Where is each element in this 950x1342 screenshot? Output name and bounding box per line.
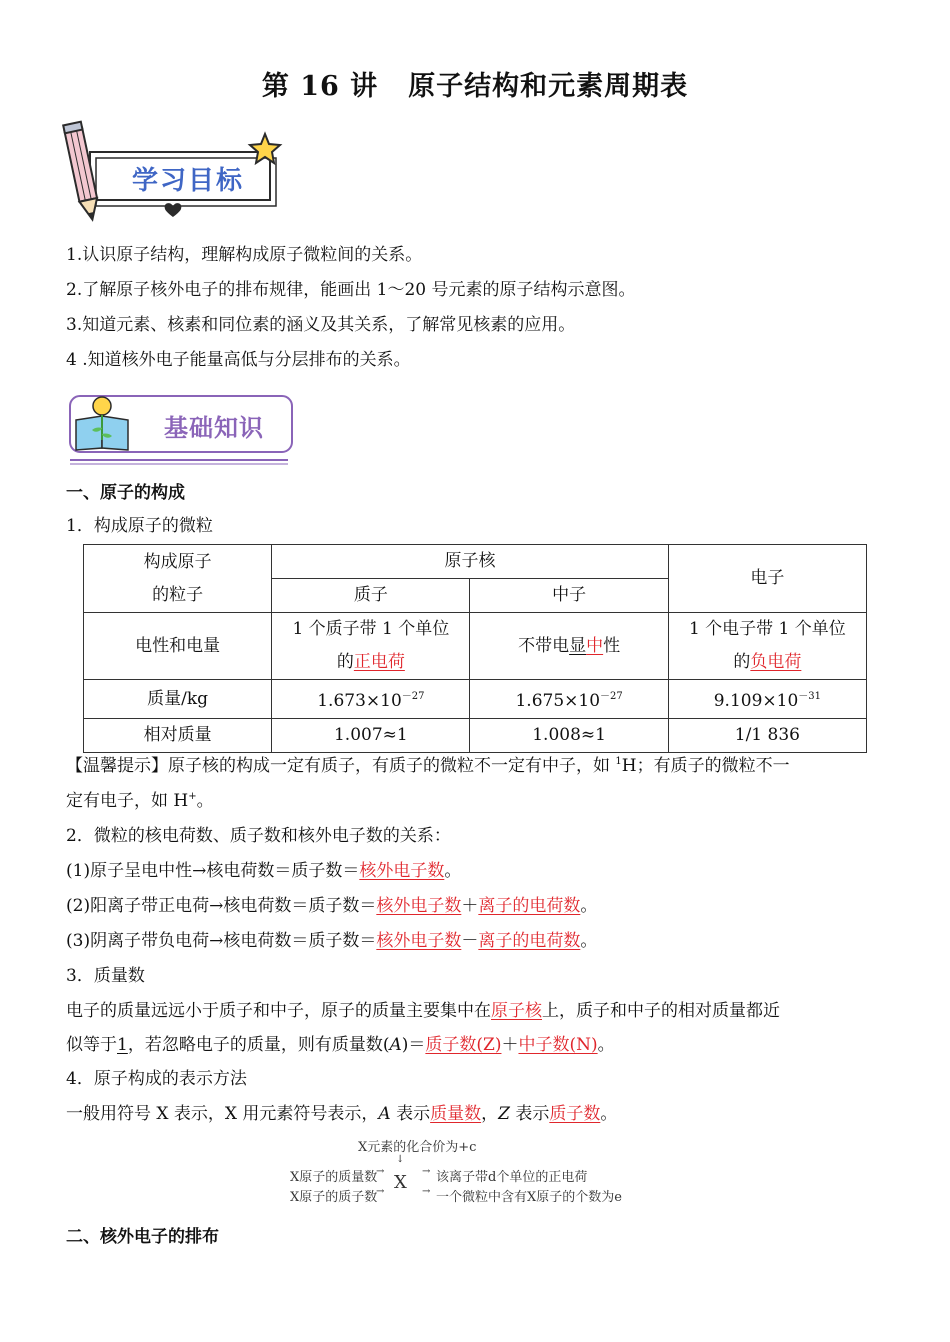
mass-text-c: 似等于 (66, 1035, 117, 1055)
proton-header: 质子 (272, 579, 470, 613)
neutron-relative-mass: 1.008≈1 (470, 719, 668, 753)
tip-line-1 (66, 751, 790, 776)
section-2-heading: 二、核外电子的排布 (66, 1227, 219, 1247)
diagram-element-symbol: X (394, 1172, 407, 1193)
relation-1 (66, 856, 461, 881)
electron-mass-exp: －31 (798, 691, 821, 702)
table-row (84, 719, 867, 753)
page-title (0, 64, 950, 103)
heart-icon (165, 203, 182, 217)
corner-line-2: 的粒子 (152, 584, 204, 605)
arrow-right-icon: → (422, 1186, 431, 1197)
neutron-mass (470, 680, 668, 719)
proton-mass (272, 680, 470, 719)
relation-3-text: (3)阴离子带负电荷→核电荷数＝质子数＝ (66, 931, 377, 951)
proton-charge-cell (272, 613, 470, 680)
electron-header: 电子 (668, 545, 866, 613)
charge-label: 电性和电量 (84, 613, 272, 680)
knowledge-banner (66, 390, 296, 468)
notation-answer-proton: 质子数 (549, 1104, 601, 1124)
mass-answer-protons: 质子数(Z) (425, 1035, 502, 1055)
goal-4: 4 .知道核外电子能量高低与分层排布的关系。 (66, 350, 411, 370)
tip-line-2 (66, 786, 214, 811)
relation-3-answer-1: 核外电子数 (376, 931, 462, 951)
notation-symbol-a: A (378, 1104, 391, 1124)
relation-3-op: － (461, 931, 479, 951)
goal-2: 2.了解原子核外电子的排布规律，能画出 1～20 号元素的原子结构示意图。 (66, 280, 636, 300)
mass-text-d: ，若忽略电子的质量，则有质量数( (127, 1035, 390, 1055)
goal-1: 1.认识原子结构，理解构成原子微粒间的关系。 (66, 245, 423, 265)
notation-text-c: ， (481, 1104, 499, 1124)
neutron-charge-pre: 不带电 (518, 635, 570, 656)
relation-1-end: 。 (444, 861, 462, 881)
arrow-right-icon: → (376, 1166, 385, 1177)
relation-1-answer: 核外电子数 (359, 861, 445, 881)
relation-2-op: ＋ (461, 896, 479, 916)
diagram-charge-label: 该离子带d个单位的正电荷 (436, 1170, 588, 1185)
tip-text-a: 【温馨提示】原子核的构成一定有质子，有质子的微粒不一定有中子，如 (66, 756, 616, 776)
diagram-valence-label: X元素的化合价为+c (358, 1140, 477, 1155)
electron-mass-base: 9.109×10 (713, 691, 799, 711)
goal-3: 3.知道元素、核素和同位素的涵义及其关系，了解常见核素的应用。 (66, 315, 576, 335)
arrow-right-icon: → (376, 1186, 385, 1197)
tip-text-b: H；有质子的微粒不一 (621, 756, 790, 776)
relative-mass-label: 相对质量 (84, 719, 272, 753)
electron-charge-answer: 负电荷 (750, 652, 802, 672)
table-row (84, 613, 867, 680)
nuclide-notation-diagram (290, 1136, 670, 1206)
notation-text-e: 。 (600, 1104, 618, 1124)
relation-3-answer-2: 离子的电荷数 (478, 931, 581, 951)
tip-sup-1: 1 (615, 756, 622, 767)
proton-charge-line1: 1 个质子带 1 个单位 (292, 619, 450, 639)
proton-mass-exp: －27 (401, 691, 425, 702)
mass-text-e: )＝ (401, 1035, 426, 1055)
goals-banner (60, 120, 285, 225)
neutron-charge-ul: 显 (569, 635, 587, 656)
relation-2-answer-1: 核外电子数 (376, 896, 462, 916)
relation-2 (66, 891, 597, 916)
mass-text-f: 。 (597, 1035, 615, 1055)
neutron-charge-post: 性 (603, 635, 621, 656)
relation-2-text: (2)阳离子带正电荷→核电荷数＝质子数＝ (66, 896, 377, 916)
mass-number-line-2 (66, 1030, 615, 1055)
electron-charge-pre: 的 (733, 652, 751, 672)
tip-text-c: 定有电子，如 H (66, 791, 189, 811)
subsection-3-title: 3．质量数 (66, 966, 145, 986)
electron-charge-cell (668, 613, 866, 680)
nucleus-header: 原子核 (272, 545, 669, 579)
relation-2-end: 。 (580, 896, 598, 916)
atom-particles-table (83, 544, 867, 753)
mass-answer-one: 1 (117, 1035, 128, 1055)
neutron-mass-base: 1.675×10 (515, 691, 601, 711)
mass-answer-neutrons: 中子数(N) (518, 1035, 598, 1055)
table-corner-cell (84, 545, 272, 613)
mass-number-line-1 (66, 996, 780, 1021)
electron-mass (668, 680, 866, 719)
relation-3 (66, 926, 597, 951)
corner-line-1: 构成原子 (143, 551, 212, 572)
notation-text-a: 一般用符号 X 表示，X 用元素符号表示， (66, 1104, 379, 1124)
notation-line (66, 1099, 617, 1124)
goals-banner-label: 学习目标 (131, 166, 244, 196)
relation-2-answer-2: 离子的电荷数 (478, 896, 581, 916)
knowledge-banner-label: 基础知识 (164, 414, 264, 442)
lecture-number: 第 16 讲 (261, 71, 379, 102)
notation-answer-mass: 质量数 (430, 1104, 482, 1124)
electron-relative-mass: 1/1 836 (668, 719, 866, 753)
neutron-header: 中子 (470, 579, 668, 613)
mass-label: 质量/kg (84, 680, 272, 719)
proton-charge-answer: 正电荷 (353, 652, 405, 672)
notation-symbol-z: Z (498, 1104, 510, 1124)
mass-text-a: 电子的质量远远小于质子和中子，原子的质量主要集中在 (66, 1001, 491, 1021)
mass-answer-nucleus: 原子核 (491, 1001, 542, 1021)
section-1-heading: 一、原子的构成 (66, 483, 185, 503)
diagram-count-label: 一个微粒中含有X原子的个数为e (436, 1190, 622, 1205)
mass-symbol-a: A (389, 1035, 402, 1055)
subsection-2-title: 2．微粒的核电荷数、质子数和核外电子数的关系： (66, 826, 451, 846)
neutron-mass-exp: －27 (600, 691, 623, 702)
proton-relative-mass: 1.007≈1 (272, 719, 470, 753)
neutron-charge-answer: 中 (586, 635, 604, 656)
relation-1-text: (1)原子呈电中性→核电荷数＝质子数＝ (66, 861, 360, 881)
neutron-charge-cell (470, 613, 668, 680)
subsection-1-title: 1．构成原子的微粒 (66, 516, 213, 536)
table-row (84, 680, 867, 719)
tip-text-d: 。 (196, 791, 214, 811)
notation-text-d: 表示 (509, 1104, 550, 1124)
relation-3-end: 。 (580, 931, 598, 951)
mass-plus: ＋ (501, 1035, 519, 1055)
diagram-mass-label: X原子的质量数 (290, 1170, 378, 1185)
notation-text-b: 表示 (390, 1104, 431, 1124)
mass-text-b: 上，质子和中子的相对质量都近 (542, 1001, 780, 1021)
electron-charge-line1: 1 个电子带 1 个单位 (688, 619, 846, 639)
proton-mass-base: 1.673×10 (317, 691, 402, 711)
arrow-right-icon: → (422, 1166, 431, 1177)
tip-sup-2: + (188, 791, 197, 802)
diagram-proton-label: X原子的质子数 (290, 1190, 378, 1205)
subsection-4-title: 4．原子构成的表示方法 (66, 1069, 247, 1089)
arrow-down-icon: ↓ (396, 1154, 405, 1165)
lecture-topic: 原子结构和元素周期表 (408, 71, 689, 102)
proton-charge-pre: 的 (336, 652, 354, 672)
